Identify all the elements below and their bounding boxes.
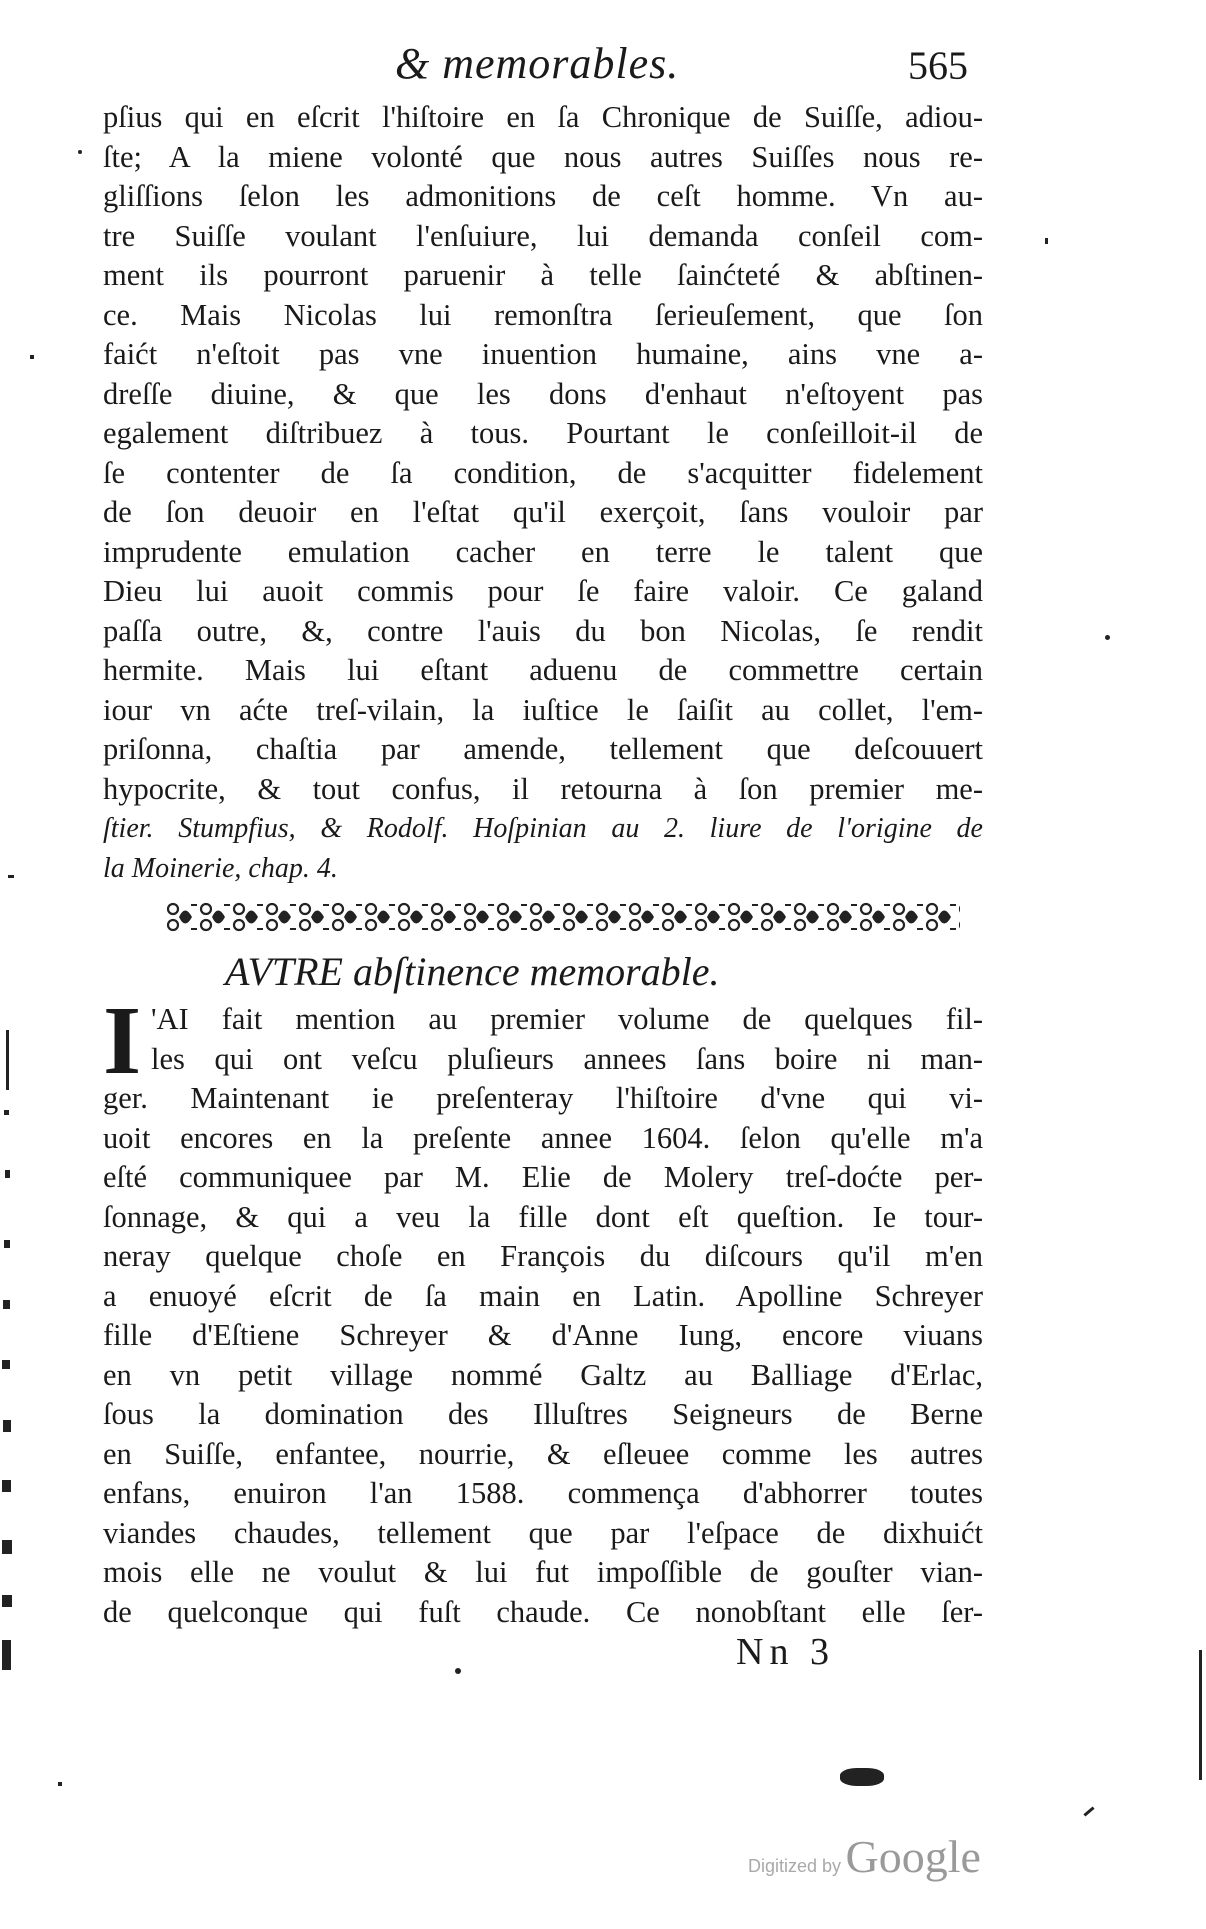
page-number: 565 xyxy=(908,43,968,88)
text-line: ger. Maintenant ie preſenteray l'hiſtoire d'vne qui vi- xyxy=(103,1081,983,1115)
paragraph-nicolas xyxy=(103,98,983,888)
scan-speck xyxy=(3,1420,11,1432)
text-line: ſte; A la miene volonté que nous autres Suiſſes nous re- xyxy=(103,139,983,174)
text-line: eſté communiquee par M. Elie de Molery treſ-doćte per- xyxy=(103,1160,983,1194)
text-line: ſous la domination des Illuſtres Seigneurs de Berne xyxy=(103,1397,983,1431)
scan-speck xyxy=(2,1360,10,1369)
scan-speck xyxy=(2,1480,11,1492)
text-line: hermite. Mais lui eſtant aduenu de commettre certain xyxy=(103,653,983,687)
text-line: gliſſions ſelon les admonitions de ceſt homme. Vn au- xyxy=(103,179,983,213)
text-line: Dieu lui auoit commis pour ſe faire valoir. Ce galand xyxy=(103,574,983,608)
text-line: iour vn aćte treſ-vilain, la iuſtice le ſaiſit au collet, l'em- xyxy=(103,692,983,727)
text-line: de quelconque qui fuſt chaude. Ce nonobſtant elle ſer- xyxy=(103,1594,983,1629)
text-line: fille d'Eſtiene Schreyer & d'Anne Iung, encore viuans xyxy=(103,1318,983,1352)
text-line: les qui ont veſcu pluſieurs annees ſans boire ni man- xyxy=(151,1041,983,1076)
text-line: ſe contenter de ſa condition, de s'acquitter fidelement xyxy=(103,455,983,490)
section-title: AVTRE abſtinence memorable. xyxy=(225,949,720,994)
scan-speck xyxy=(455,1668,461,1674)
source-citation-line: ſtier. Stumpfius, & Rodolf. Hoſpinian au 2. liure de l'origine de xyxy=(103,813,983,844)
paragraph-apolline xyxy=(103,987,983,1632)
scan-speck xyxy=(840,1768,884,1786)
scan-speck xyxy=(8,875,14,878)
text-line: hypocrite, & tout confus, il retourna à ſon premier me- xyxy=(103,771,983,806)
text-line: mois elle ne voulut & lui fut impoſſible de gouſter vian- xyxy=(103,1555,983,1589)
text-line: 'AI fait mention au premier volume de quelques fil- xyxy=(151,1002,983,1036)
decorative-ornament-band xyxy=(165,900,960,934)
scan-speck xyxy=(1199,1650,1202,1780)
scan-speck xyxy=(1045,238,1048,244)
scan-speck xyxy=(2,1540,12,1554)
text-line: priſonna, chaſtia par amende, tellement que deſcouuert xyxy=(103,732,983,766)
text-line: pſius qui en eſcrit l'hiſtoire en ſa Chronique de Suiſſe, adiou- xyxy=(103,100,983,134)
text-line: neray quelque choſe en François du diſcours qu'il m'en xyxy=(103,1239,983,1273)
text-line: a enuoyé eſcrit de ſa main en Latin. Apolline Schreyer xyxy=(103,1278,983,1313)
text-line: faićt n'eſtoit pas vne inuention humaine, ains vne a- xyxy=(103,337,983,371)
text-line: dreſſe diuine, & que les dons d'enhaut n'eſtoyent pas xyxy=(103,376,983,411)
drop-cap-initial: I xyxy=(103,987,142,1095)
digitization-watermark xyxy=(748,1830,981,1883)
text-line: ſonnage, & qui a veu la fille dont eſt queſtion. Ie tour- xyxy=(103,1199,983,1234)
scan-speck xyxy=(1105,635,1110,640)
text-line: en vn petit village nommé Galtz au Balliage d'Erlac, xyxy=(103,1357,983,1392)
scan-speck xyxy=(6,1030,9,1090)
text-line: enfans, enuiron l'an 1588. commença d'abhorrer toutes xyxy=(103,1476,983,1510)
scan-speck xyxy=(3,1300,10,1309)
text-line: paſſa outre, &, contre l'auis du bon Nicolas, ſe rendit xyxy=(103,613,983,648)
scan-speck xyxy=(2,1640,11,1670)
scan-speck xyxy=(4,1240,10,1248)
watermark-prefix: Digitized by xyxy=(748,1856,842,1876)
text-line: uoit encores en la preſente annee 1604. ſelon qu'elle m'a xyxy=(103,1120,983,1155)
scan-speck xyxy=(4,1110,9,1115)
text-line: viandes chaudes, tellement que par l'eſpace de dixhuićt xyxy=(103,1515,983,1550)
text-line: ce. Mais Nicolas lui remonſtra ſerieuſement, que ſon xyxy=(103,297,983,332)
text-line: ment ils pourront paruenir à telle ſainćteté & abſtinen- xyxy=(103,258,983,292)
text-line: egalement diſtribuez à tous. Pourtant le conſeilloit-il de xyxy=(103,416,983,450)
source-citation-line: la Moinerie, chap. 4. xyxy=(103,852,338,884)
running-head: & memorables. xyxy=(395,39,680,88)
text-line: imprudente emulation cacher en terre le talent que xyxy=(103,534,983,569)
watermark-brand: Google xyxy=(845,1831,981,1882)
scan-speck xyxy=(58,1782,62,1786)
scan-speck xyxy=(5,1170,10,1178)
text-line: tre Suiſſe voulant l'enſuiure, lui demanda conſeil com- xyxy=(103,218,983,253)
scan-speck xyxy=(78,150,82,154)
scan-speck xyxy=(30,355,34,359)
scan-speck xyxy=(1083,1806,1094,1816)
signature-mark: Nn 3 xyxy=(736,1631,835,1673)
scan-speck xyxy=(2,1595,12,1607)
text-line: en Suiſſe, enfantee, nourrie, & eſleuee comme les autres xyxy=(103,1436,983,1471)
text-line: de ſon deuoir en l'eſtat qu'il exerçoit, ſans vouloir par xyxy=(103,495,983,529)
